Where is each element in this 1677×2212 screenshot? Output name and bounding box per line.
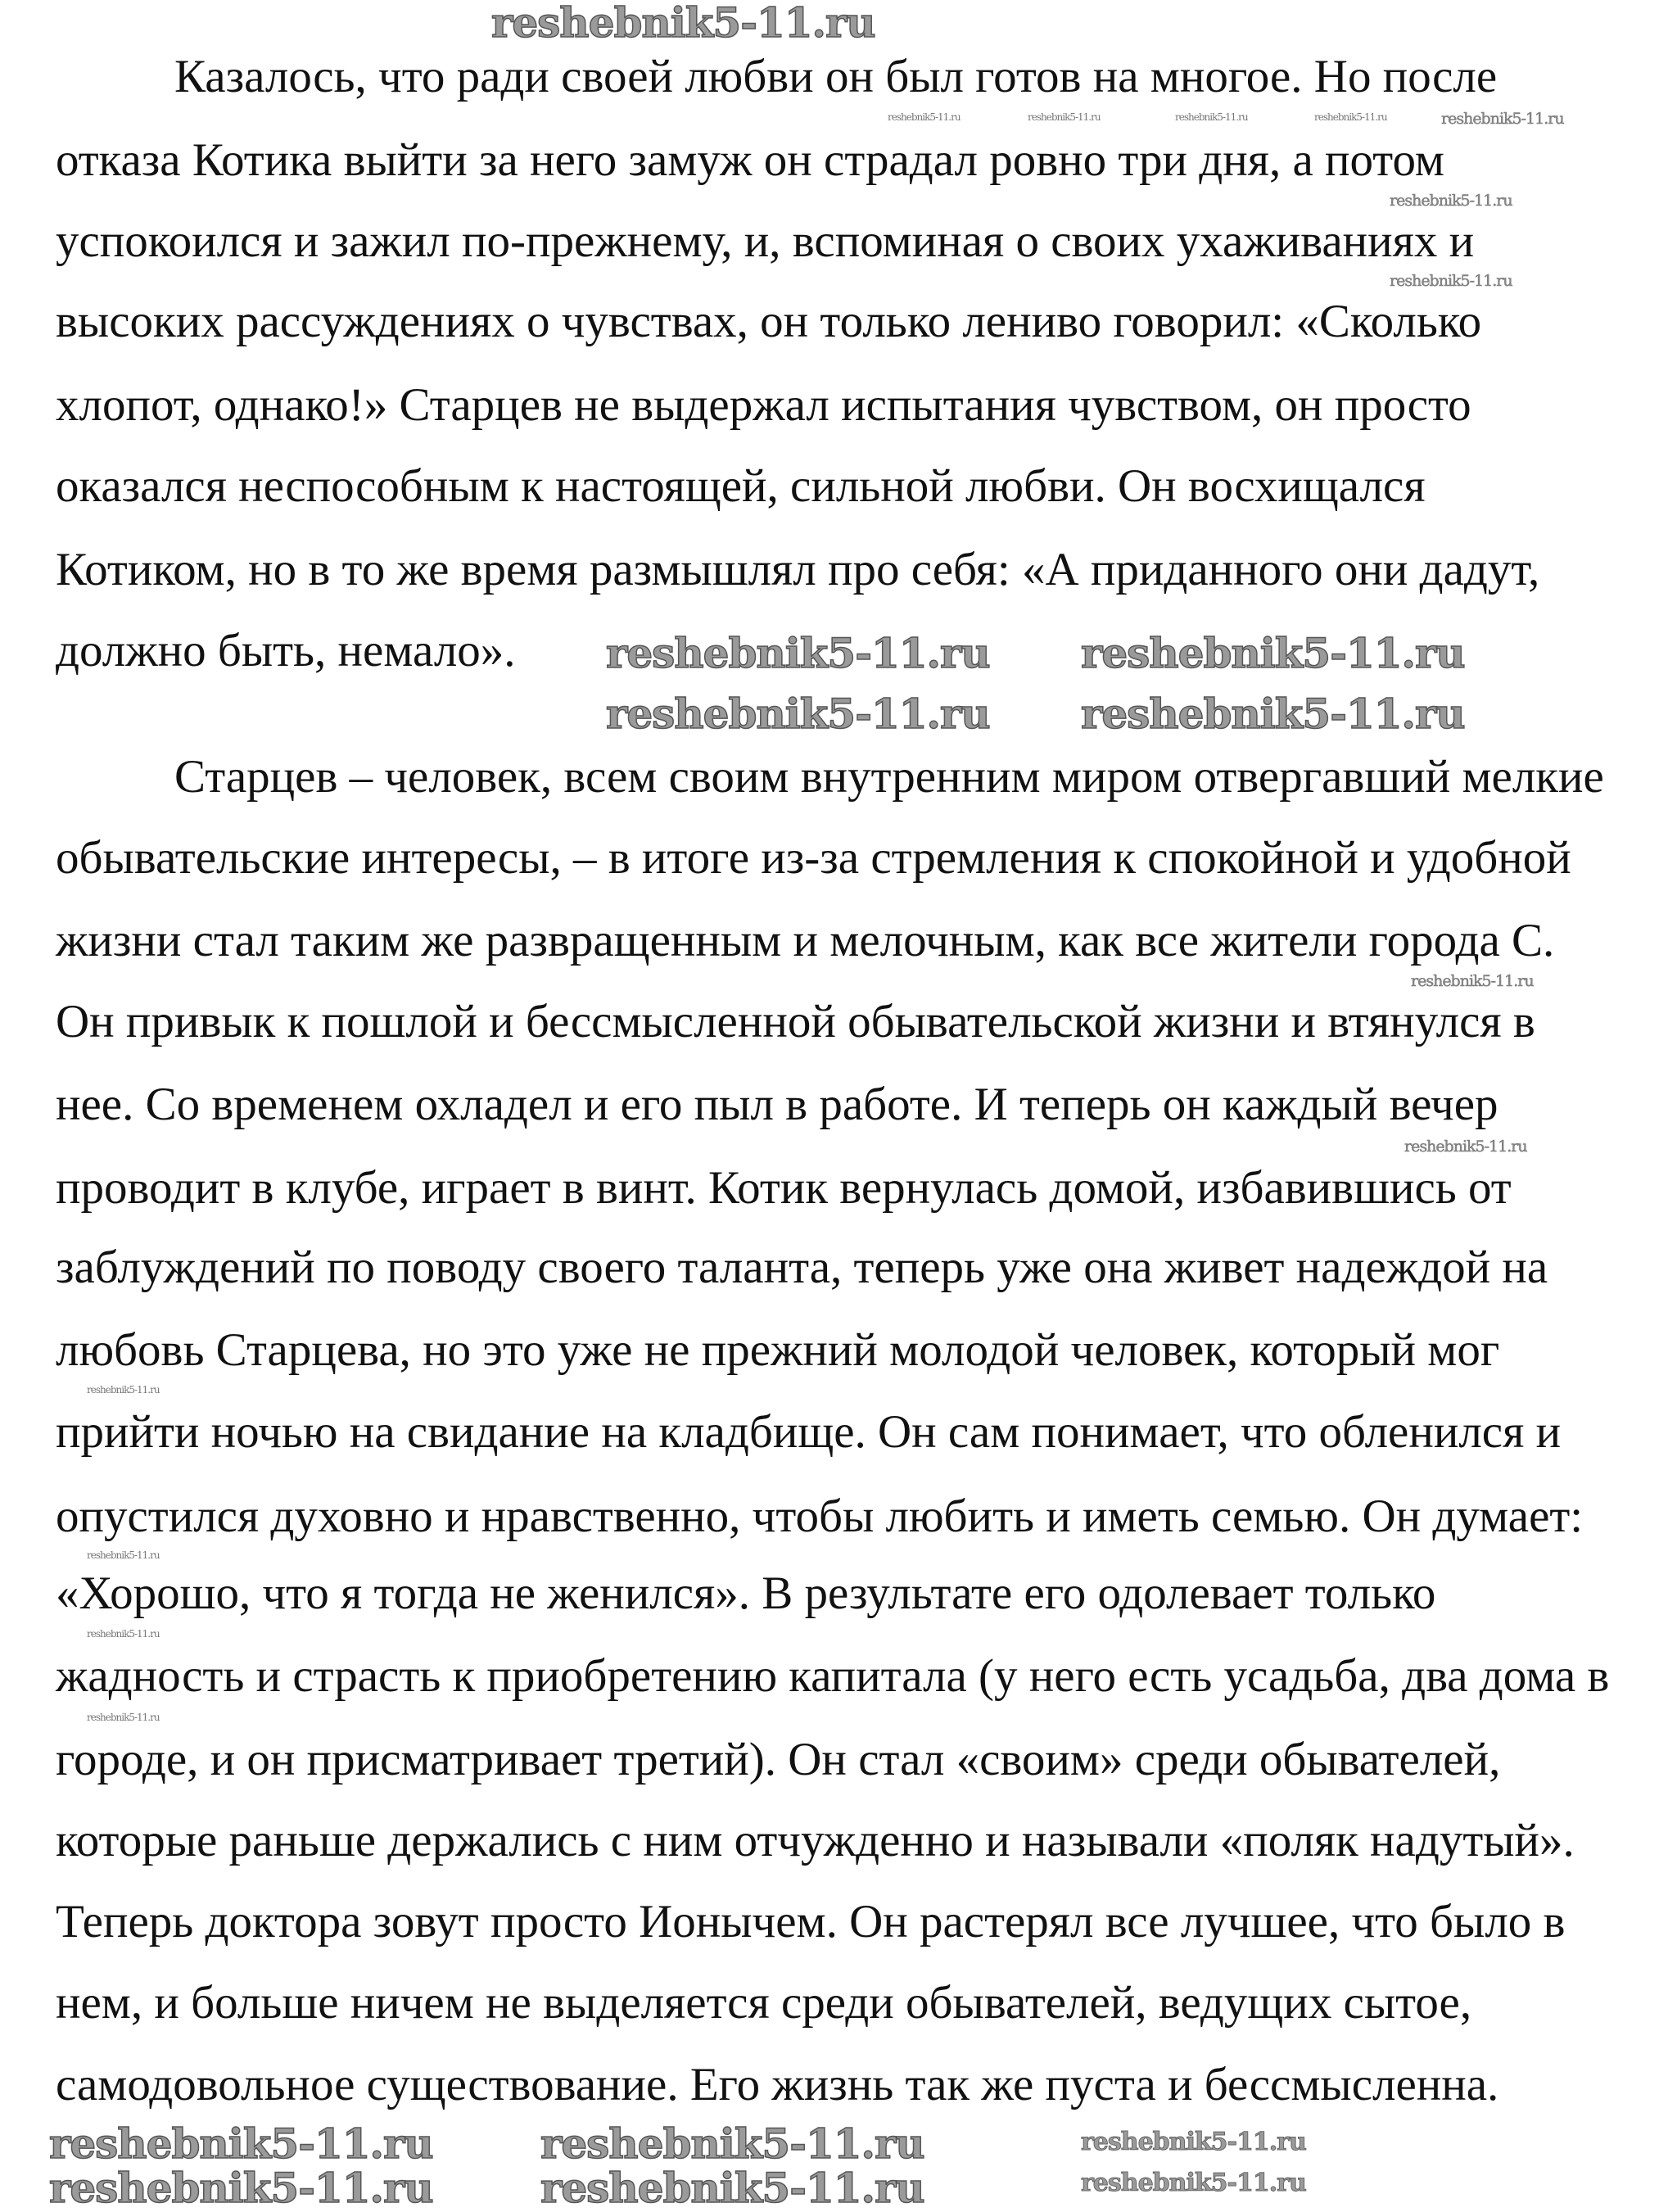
watermark: reshebnik5-11.ru — [49, 2119, 433, 2168]
watermark: reshebnik5-11.ru — [1028, 111, 1101, 123]
text-line: нее. Со временем охладел и его пыл в работе. И теперь он каждый вечер — [56, 1079, 1498, 1130]
watermark: reshebnik5-11.ru — [888, 111, 961, 123]
text-line: прийти ночью на свидание на кладбище. Он сам понимает, что обленился и — [56, 1406, 1562, 1458]
text-line: Он привык к пошлой и бессмысленной обывательской жизни и втянулся в — [56, 996, 1535, 1047]
text-line: жизни стал таким же развращенным и мелочным, как все жители города С. — [56, 915, 1555, 966]
text-line: проводит в клубе, играет в винт. Котик вернулась домой, избавившись от — [56, 1162, 1512, 1214]
text-line: высоких рассуждениях о чувствах, он только лениво говорил: «Сколько — [56, 296, 1482, 347]
text-line: отказа Котика выйти за него замуж он страдал ровно три дня, а потом — [56, 134, 1444, 186]
watermark: reshebnik5-11.ru — [1081, 2169, 1306, 2197]
text-line: оказался неспособным к настоящей, сильной любви. Он восхищался — [56, 460, 1426, 512]
text-line: городе, и он присматривает третий). Он стал «своим» среди обывателей, — [56, 1734, 1501, 1785]
text-line: «Хорошо, что я тогда не женился». В результате его одолевает только — [56, 1567, 1436, 1619]
text-line: которые раньше держались с ним отчужденно и называли «поляк надутый». — [56, 1815, 1575, 1866]
watermark: reshebnik5-11.ru — [606, 690, 990, 738]
text-line: самодовольное существование. Его жизнь так же пуста и бессмысленна. — [56, 2059, 1499, 2110]
watermark: reshebnik5-11.ru — [49, 2164, 433, 2212]
text-line: нем, и больше ничем не выделяется среди обывателей, ведущих сытое, — [56, 1977, 1472, 2029]
watermark: reshebnik5-11.ru — [87, 1384, 160, 1396]
watermark: reshebnik5-11.ru — [1390, 192, 1512, 210]
watermark: reshebnik5-11.ru — [540, 2119, 924, 2168]
text-line: жадность и страсть к приобретению капитала (у него есть усадьба, два дома в — [56, 1650, 1610, 1702]
watermark: reshebnik5-11.ru — [87, 1628, 160, 1640]
text-line: хлопот, однако!» Старцев не выдержал испытания чувством, он просто — [56, 379, 1471, 431]
watermark: reshebnik5-11.ru — [1175, 111, 1248, 123]
watermark: reshebnik5-11.ru — [87, 1549, 160, 1561]
watermark: reshebnik5-11.ru — [87, 1712, 160, 1723]
text-line: Котиком, но в то же время размышлял про себя: «А приданного они дадут, — [56, 544, 1540, 595]
watermark: reshebnik5-11.ru — [1390, 272, 1512, 290]
watermark: reshebnik5-11.ru — [1314, 111, 1387, 123]
watermark: reshebnik5-11.ru — [1081, 2128, 1306, 2156]
watermark: reshebnik5-11.ru — [1404, 1138, 1527, 1156]
text-line: обывательские интересы, – в итоге из-за стремления к спокойной и удобной — [56, 832, 1571, 884]
watermark: reshebnik5-11.ru — [1441, 110, 1564, 128]
watermark: reshebnik5-11.ru — [1411, 972, 1534, 990]
text-line: Теперь доктора зовут просто Ионычем. Он растерял все лучшее, что было в — [56, 1896, 1566, 1947]
watermark: reshebnik5-11.ru — [1081, 629, 1465, 677]
text-line: заблуждений по поводу своего таланта, теперь уже она живет надеждой на — [56, 1242, 1548, 1293]
watermark: reshebnik5-11.ru — [606, 629, 990, 677]
text-line: Старцев – человек, всем своим внутренним миром отвергавший мелкие — [174, 751, 1604, 803]
text-line: любовь Старцева, но это уже не прежний молодой человек, который мог — [56, 1324, 1500, 1376]
text-line: опустился духовно и нравственно, чтобы любить и иметь семью. Он думает: — [56, 1490, 1584, 1542]
text-line: Казалось, что ради своей любви он был готов на многое. Но после — [174, 51, 1498, 102]
watermark: reshebnik5-11.ru — [491, 0, 875, 47]
text-line: должно быть, немало». — [56, 625, 516, 676]
watermark: reshebnik5-11.ru — [540, 2164, 924, 2212]
text-line: успокоился и зажил по-прежнему, и, вспоминая о своих ухаживаниях и — [56, 215, 1475, 267]
watermark: reshebnik5-11.ru — [1081, 690, 1465, 738]
